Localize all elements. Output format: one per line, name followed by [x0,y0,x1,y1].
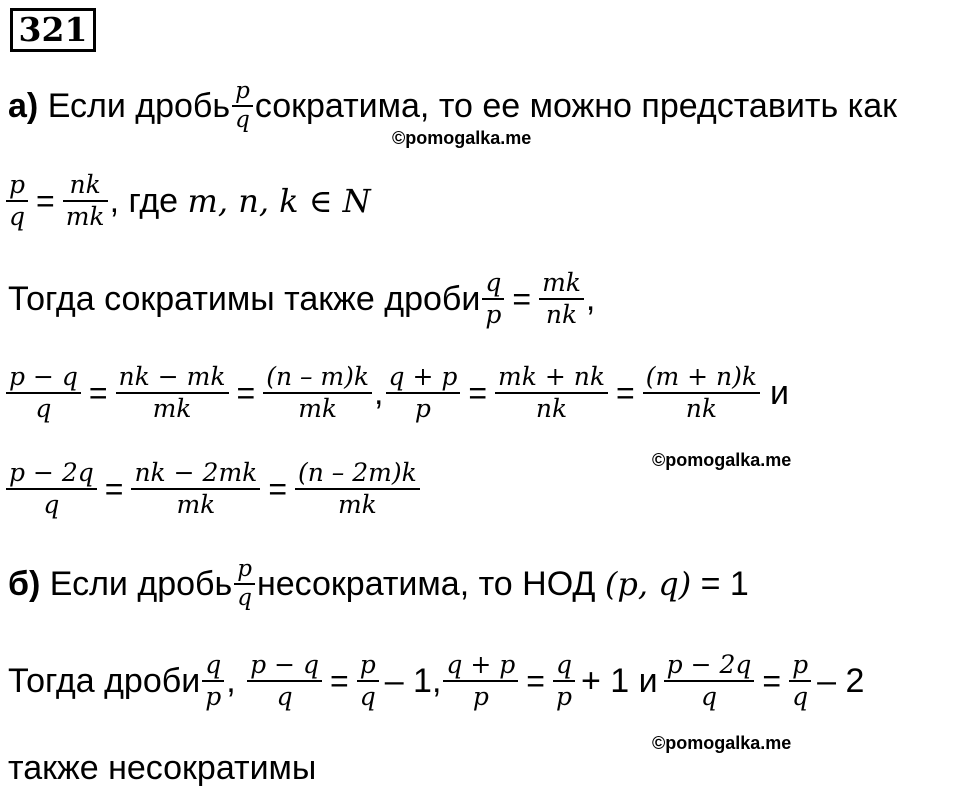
fraction-mk-plus-nk-over-nk: $\frac{mk + nk}{nk}$ [495,362,608,424]
part-a-line-5: $\frac{p - 2q}{q}$ = $\frac{nk - 2mk}{mk}$ = $\frac{(n - 2m)k}{mk}$ [4,458,422,520]
watermark-1: ©pomogalka.me [392,128,532,148]
fraction-m-plus-n-k-over-nk: $\frac{(m + n)k}{nk}$ [643,362,760,424]
fraction-q-plus-p-over-p: $\frac{q + p}{p}$ [386,362,461,424]
fraction-q-over-p: $\frac{q}{p}$ [482,268,504,330]
part-a-text-1: Если дробь [47,87,231,125]
part-b-line-1: б) Если дробь $\frac{p}{q}$ несократима, то НОД (p, q) = 1 [8,556,749,611]
fraction-n-minus-2m-k-over-mk: $\frac{(n - 2m)k}{mk}$ [295,458,420,520]
part-a-text-3: Тогда сократимы также дроби [8,280,481,318]
part-a-line-4: $\frac{p - q}{q}$ = $\frac{nk - mk}{mk}$ = $\frac{(n - m)k}{mk}$ , $\frac{q + p}{p}$ = $\frac{mk + nk}{nk}$ = $\frac{(m + n)k}{nk}$ и [4,362,789,424]
fraction-q-plus-p-over-p-b: $\frac{q + p}{p}$ [443,650,518,712]
part-a-line-2: $\frac{p}{q}$ = $\frac{nk}{mk}$ , где m, n, k ∈ N [4,170,371,232]
fraction-nk-minus-2mk-over-mk: $\frac{nk - 2mk}{mk}$ [131,458,260,520]
problem-number-badge: 321 [10,8,96,52]
fraction-q-over-p-b: $\frac{q}{p}$ [202,650,224,712]
fraction-n-minus-m-k-over-mk: $\frac{(n - m)k}{mk}$ [263,362,372,424]
part-b-line-3: также несократимы [8,749,317,787]
watermark-3: ©pomogalka.me [652,733,792,753]
fraction-p-minus-q-over-q-b: $\frac{p - q}{q}$ [247,650,322,712]
fraction-p-minus-2q-over-q: $\frac{p - 2q}{q}$ [6,458,97,520]
fraction-nk-over-mk: $\frac{nk}{mk}$ [63,170,108,232]
fraction-p-over-q-b: $\frac{p}{q}$ [234,556,255,612]
part-b-label: б) [8,565,41,603]
part-a-line-1 [8,78,897,134]
watermark-2: ©pomogalka.me [652,450,792,470]
fraction-p-minus-q-over-q: $\frac{p - q}{q}$ [6,362,81,424]
part-a-label: а) [8,87,39,125]
fraction-p-over-q: $\frac{p}{q}$ [232,78,253,134]
fraction-p-minus-2q-over-q-b: $\frac{p - 2q}{q}$ [664,650,755,712]
fraction-mk-over-nk: $\frac{mk}{nk}$ [539,268,584,330]
part-a-sets: m, n, k ∈ N [187,182,371,220]
fraction-nk-minus-mk-over-mk: $\frac{nk - mk}{mk}$ [116,362,229,424]
part-a-where: , где [109,182,179,220]
part-b-line-2: Тогда дроби $\frac{q}{p}$ , $\frac{p - q}{q}$ = $\frac{p}{q}$ – 1, $\frac{q + p}{p}$ = $\frac{q}{p}$ + 1 и $\frac{p - 2q}{q}$ = $\frac{p}{q}$ – 2 [8,650,865,711]
part-a-line-3: Тогда сократимы также дроби $\frac{q}{p}$ = $\frac{mk}{nk}$ , [8,268,596,329]
part-a-text-2: сократима, то ее можно представить как [254,87,898,125]
fraction-p-over-q-2: $\frac{p}{q}$ [6,170,28,232]
